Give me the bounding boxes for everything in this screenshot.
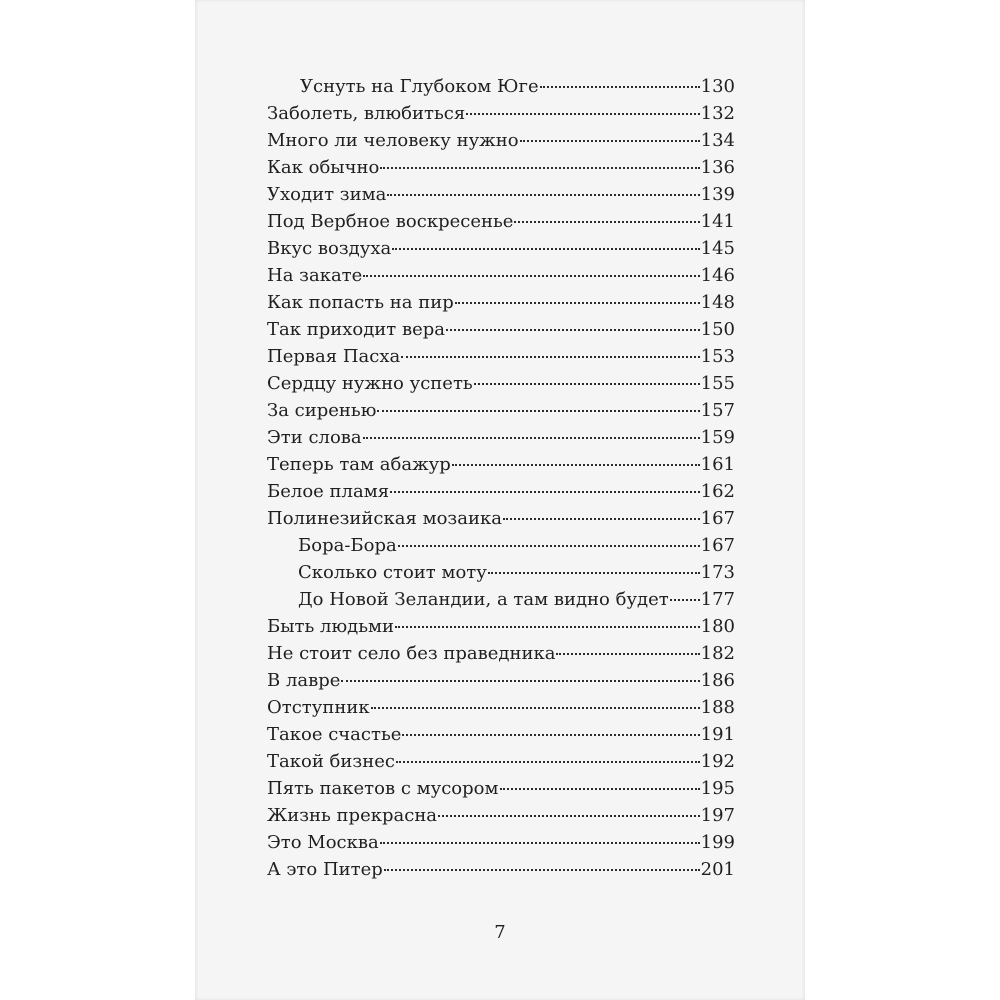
toc-entry-page: 195 — [700, 778, 735, 799]
toc-entry-title: Быть людьми — [267, 616, 395, 637]
dot-leader — [377, 410, 699, 412]
toc-entry-title: За сиренью — [267, 400, 377, 421]
toc-entry-title: Сердцу нужно успеть — [267, 373, 473, 394]
toc-entry-page: 197 — [700, 805, 735, 826]
toc-entry-page: 186 — [700, 670, 735, 691]
toc-entry-title: Не стоит село без праведника — [267, 643, 556, 664]
toc-entry — [267, 751, 735, 778]
dot-leader — [341, 680, 699, 682]
toc-entry-title: Как попасть на пир — [267, 292, 454, 313]
toc-entry-title: Полинезийская мозаика — [267, 508, 502, 529]
dot-leader — [380, 842, 700, 844]
dot-leader — [452, 464, 700, 466]
toc-entry-title: Бора-Бора — [298, 535, 397, 556]
dot-leader — [556, 653, 699, 655]
toc-entry — [267, 562, 735, 589]
toc-entry — [267, 373, 735, 400]
toc-entry-title: А это Питер — [267, 859, 383, 880]
dot-leader — [466, 113, 699, 115]
toc-entry — [267, 400, 735, 427]
toc-entry-page: 199 — [700, 832, 735, 853]
toc-entry-page: 180 — [700, 616, 735, 637]
toc-entry-title: Так приходит вера — [267, 319, 446, 340]
toc-entry-title: Это Москва — [267, 832, 379, 853]
toc-entry-page: 201 — [700, 859, 735, 880]
toc-entry-page: 132 — [700, 103, 735, 124]
toc-entry-title: На закате — [267, 265, 363, 286]
toc-entry-page: 162 — [700, 481, 735, 502]
toc-entry — [267, 481, 735, 508]
dot-leader — [371, 707, 700, 709]
toc-entry-page: 134 — [700, 130, 735, 151]
toc-entry — [267, 319, 735, 346]
toc-entry-page: 173 — [700, 562, 735, 583]
toc-entry-page: 146 — [700, 265, 735, 286]
toc-entry-page: 161 — [700, 454, 735, 475]
toc-entry — [267, 697, 735, 724]
toc-entry-title: Уходит зима — [267, 184, 387, 205]
toc-entry — [267, 778, 735, 805]
dot-leader — [387, 194, 699, 196]
dot-leader — [395, 626, 700, 628]
toc-entry — [267, 643, 735, 670]
toc-entry-title: В лавре — [267, 670, 341, 691]
toc-entry — [267, 184, 735, 211]
toc-entry-page: 188 — [700, 697, 735, 718]
toc-entry-page: 139 — [700, 184, 735, 205]
dot-leader — [402, 734, 699, 736]
toc-entry-page: 130 — [700, 76, 735, 97]
toc-entry — [267, 265, 735, 292]
toc-entry-page: 182 — [700, 643, 735, 664]
toc-entry-title: Как обычно — [267, 157, 380, 178]
dot-leader — [396, 761, 700, 763]
toc-entry-page: 192 — [700, 751, 735, 772]
dot-leader — [540, 86, 700, 88]
dot-leader — [363, 275, 699, 277]
toc-entry — [267, 859, 735, 886]
toc-entry — [267, 292, 735, 319]
toc-entry — [267, 508, 735, 535]
toc-entry — [267, 670, 735, 697]
toc-entry-title: Жизнь прекрасна — [267, 805, 438, 826]
table-of-contents — [267, 76, 735, 886]
toc-entry-page: 159 — [700, 427, 735, 448]
dot-leader — [455, 302, 700, 304]
toc-entry — [267, 832, 735, 859]
toc-entry-page: 150 — [700, 319, 735, 340]
toc-entry-title: Уснуть на Глубоком Юге — [300, 76, 539, 97]
toc-entry — [267, 589, 735, 616]
toc-entry — [267, 805, 735, 832]
toc-entry-page: 177 — [700, 589, 735, 610]
toc-entry-page: 157 — [700, 400, 735, 421]
toc-entry-title: Эти слова — [267, 427, 362, 448]
toc-entry-page: 155 — [700, 373, 735, 394]
toc-entry-page: 148 — [700, 292, 735, 313]
toc-entry-page: 136 — [700, 157, 735, 178]
toc-entry-page: 167 — [700, 535, 735, 556]
toc-entry — [267, 211, 735, 238]
toc-entry-title: Пять пакетов с мусором — [267, 778, 499, 799]
toc-entry — [267, 346, 735, 373]
toc-entry-title: Теперь там абажур — [267, 454, 451, 475]
toc-entry-title: Сколько стоит моту — [298, 562, 487, 583]
toc-entry — [267, 76, 735, 103]
toc-entry-title: Отступник — [267, 697, 370, 718]
dot-leader — [474, 383, 700, 385]
toc-entry-title: Такое счастье — [267, 724, 402, 745]
toc-entry — [267, 427, 735, 454]
toc-entry — [267, 724, 735, 751]
toc-entry-title: Белое пламя — [267, 481, 390, 502]
toc-entry-title: Такой бизнес — [267, 751, 395, 772]
toc-entry-page: 145 — [700, 238, 735, 259]
dot-leader — [398, 545, 700, 547]
toc-entry-title: Много ли человеку нужно — [267, 130, 519, 151]
toc-entry-title: Заболеть, влюбиться — [267, 103, 466, 124]
toc-entry-page: 167 — [700, 508, 735, 529]
dot-leader — [363, 437, 700, 439]
toc-entry — [267, 535, 735, 562]
dot-leader — [392, 248, 699, 250]
dot-leader — [514, 221, 699, 223]
toc-entry-title: Вкус воздуха — [267, 238, 392, 259]
toc-entry — [267, 616, 735, 643]
dot-leader — [503, 518, 700, 520]
toc-entry-title: Под Вербное воскресенье — [267, 211, 514, 232]
dot-leader — [500, 788, 700, 790]
dot-leader — [401, 356, 699, 358]
page-number: 7 — [494, 922, 506, 943]
toc-entry-page: 191 — [700, 724, 735, 745]
toc-entry — [267, 130, 735, 157]
toc-entry — [267, 238, 735, 265]
toc-entry-page: 141 — [700, 211, 735, 232]
dot-leader — [438, 815, 700, 817]
dot-leader — [520, 140, 700, 142]
toc-entry-title: До Новой Зеландии, а там видно будет — [298, 589, 669, 610]
dot-leader — [390, 491, 700, 493]
dot-leader — [384, 869, 700, 871]
toc-entry — [267, 454, 735, 481]
toc-entry-page: 153 — [700, 346, 735, 367]
dot-leader — [446, 329, 700, 331]
dot-leader — [488, 572, 700, 574]
toc-entry — [267, 157, 735, 184]
dot-leader — [380, 167, 699, 169]
toc-entry — [267, 103, 735, 130]
dot-leader — [670, 599, 700, 601]
toc-entry-title: Первая Пасха — [267, 346, 401, 367]
